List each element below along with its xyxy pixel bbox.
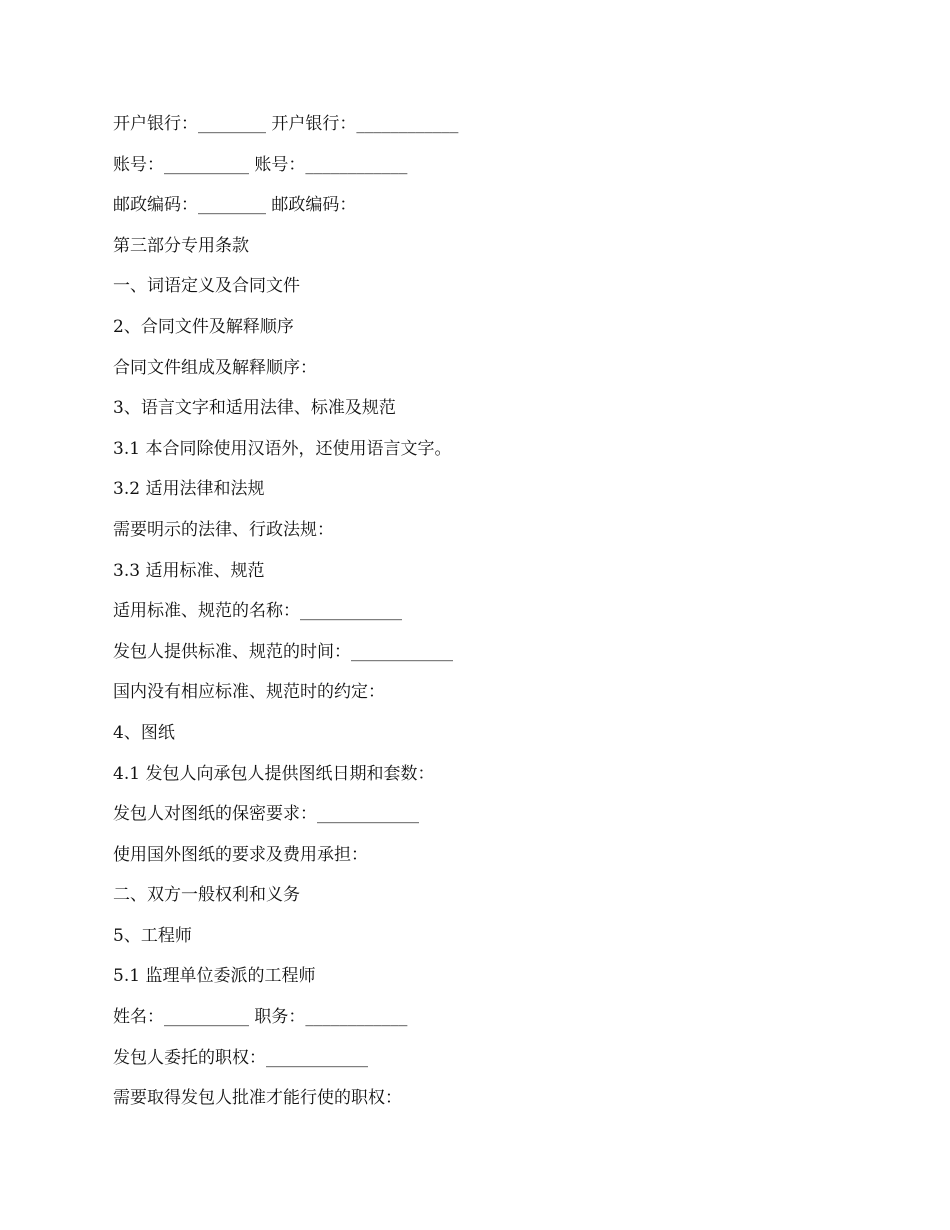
document-body: [113, 110, 853, 1125]
contract-docs-order-line: 合同文件组成及解释顺序：: [113, 357, 317, 378]
section-definitions-heading: 一、词语定义及合同文件: [113, 276, 300, 297]
standards-time-line: 发包人提供标准、规范的时间：____________: [113, 641, 453, 662]
clause-5-heading: 5、工程师: [113, 925, 192, 946]
laws-line: 需要明示的法律、行政法规：: [113, 519, 334, 540]
approval-authority-line: 需要取得发包人批准才能行使的职权：: [113, 1088, 402, 1109]
standards-name-line: 适用标准、规范的名称：____________: [113, 601, 402, 622]
part-three-heading: 第三部分专用条款: [113, 235, 249, 256]
postcode-line: 邮政编码：________ 邮政编码：: [113, 195, 357, 216]
drawing-confidentiality-line: 发包人对图纸的保密要求：____________: [113, 804, 419, 825]
clause-4-heading: 4、图纸: [113, 722, 175, 743]
no-domestic-standard-line: 国内没有相应标准、规范时的约定：: [113, 682, 385, 703]
clause-3-heading: 3、语言文字和适用法律、标准及规范: [113, 398, 396, 419]
clause-5-1-heading: 5.1 监理单位委派的工程师: [113, 966, 316, 987]
delegated-authority-line: 发包人委托的职权：____________: [113, 1047, 368, 1068]
name-title-line: 姓名：__________ 职务：____________: [113, 1007, 408, 1028]
clause-2-heading: 2、合同文件及解释顺序: [113, 316, 294, 337]
clause-3-2-heading: 3.2 适用法律和法规: [113, 479, 265, 500]
bank-line: 开户银行：________ 开户银行：____________: [113, 114, 459, 134]
clause-3-3-heading: 3.3 适用标准、规范: [113, 560, 265, 581]
clause-4-1-line: 4.1 发包人向承包人提供图纸日期和套数：: [113, 763, 435, 784]
clause-3-1-line: 3.1 本合同除使用汉语外，还使用语言文字。: [113, 438, 452, 459]
section-rights-heading: 二、双方一般权利和义务: [113, 885, 300, 906]
foreign-drawings-line: 使用国外图纸的要求及费用承担：: [113, 844, 368, 865]
account-line: 账号：__________ 账号：____________: [113, 154, 408, 175]
